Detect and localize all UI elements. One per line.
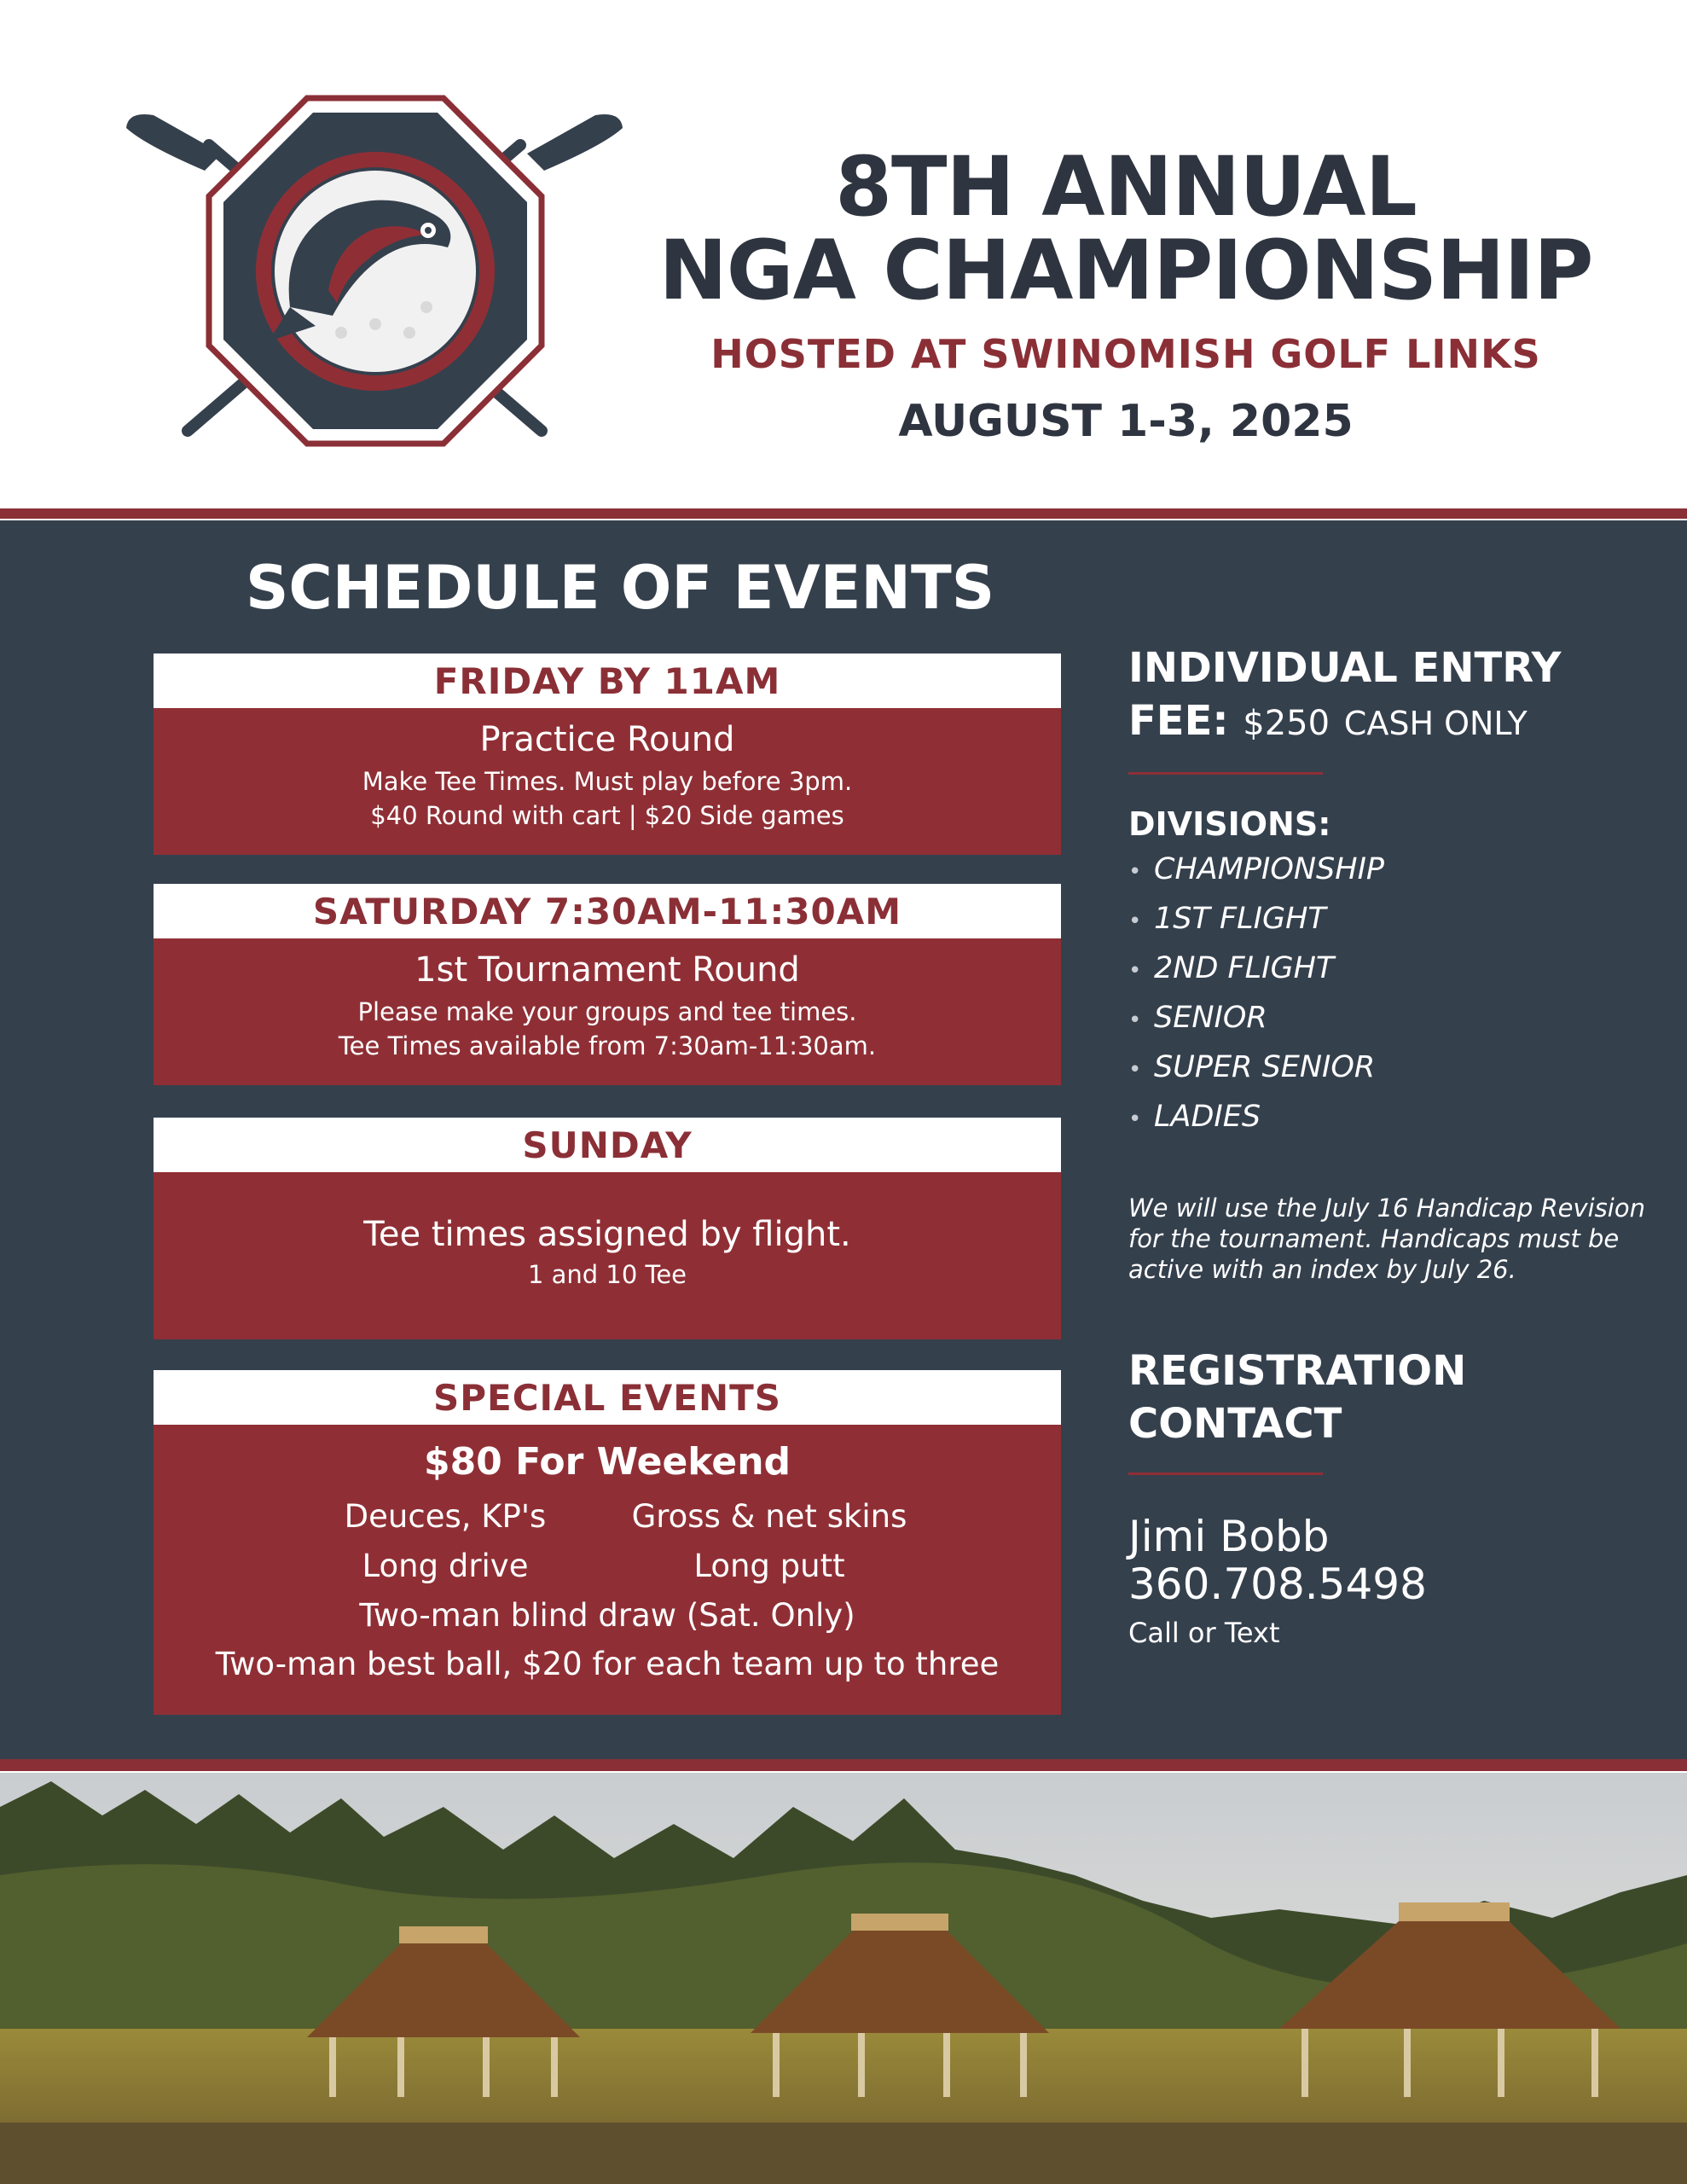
- handicap-note: We will use the July 16 Handicap Revision for the tournament. Handicaps must be active with an index by July 26.: [1128, 1194, 1645, 1284]
- registration-heading-2: CONTACT: [1128, 1400, 1342, 1448]
- division-item: • 1ST FLIGHT: [1128, 902, 1326, 936]
- entry-fee-block: [1128, 642, 1561, 775]
- entry-divider: [1128, 772, 1323, 775]
- entry-fee-note: CASH ONLY: [1343, 705, 1528, 742]
- event-friday-line2: $40 Round with cart | $20 Side games: [370, 801, 844, 830]
- special-item: Long drive: [362, 1548, 529, 1584]
- contact-name: Jimi Bobb: [1128, 1512, 1330, 1561]
- event-sunday-line1: 1 and 10 Tee: [527, 1260, 687, 1289]
- title-line-2: NGA CHAMPIONSHIP: [658, 223, 1593, 318]
- bottom-stripe: [0, 1759, 1687, 1771]
- division-item: • LADIES: [1128, 1100, 1261, 1134]
- event-friday-line1: Make Tee Times. Must play before 3pm.: [362, 767, 853, 796]
- event-saturday-line2: Tee Times available from 7:30am-11:30am.: [338, 1031, 877, 1060]
- event-saturday-line1: Please make your groups and tee times.: [357, 997, 857, 1026]
- event-saturday-body: [154, 938, 1061, 1085]
- event-friday-name: Practice Round: [479, 720, 735, 759]
- event-dates: AUGUST 1-3, 2025: [898, 396, 1354, 447]
- event-special-name: $80 For Weekend: [423, 1440, 791, 1484]
- golf-salmon-logo-icon: [119, 94, 631, 461]
- divisions-label: DIVISIONS:: [1128, 805, 1331, 843]
- division-item: • 2ND FLIGHT: [1128, 951, 1335, 985]
- event-saturday-heading: SATURDAY 7:30AM-11:30AM: [154, 884, 1061, 938]
- special-item: Long putt: [693, 1548, 845, 1584]
- entry-fee-label: FEE:: [1128, 697, 1229, 745]
- division-item: • SUPER SENIOR: [1128, 1050, 1376, 1084]
- header: [0, 0, 1687, 508]
- event-friday: [154, 653, 1061, 855]
- contact-phone[interactable]: 360.708.5498: [1128, 1560, 1427, 1609]
- registration-heading-1: REGISTRATION: [1128, 1347, 1467, 1395]
- event-special-heading: SPECIAL EVENTS: [154, 1370, 1061, 1425]
- entry-heading: INDIVIDUAL ENTRY: [1128, 644, 1562, 692]
- top-stripe: [0, 508, 1687, 519]
- entry-fee-line: [1128, 694, 1561, 750]
- event-friday-heading: FRIDAY BY 11AM: [154, 653, 1061, 708]
- entry-fee-value: $250: [1243, 704, 1330, 743]
- course-photo-illustration: [0, 1773, 1687, 2184]
- event-special: [154, 1370, 1061, 1715]
- divisions-list: [1128, 846, 1649, 1143]
- event-sunday-heading: SUNDAY: [154, 1118, 1061, 1172]
- event-friday-body: [154, 708, 1061, 855]
- division-item: • CHAMPIONSHIP: [1128, 852, 1385, 886]
- title-block: [597, 139, 1655, 447]
- special-line1: Two-man blind draw (Sat. Only): [359, 1597, 855, 1634]
- event-sunday-name: Tee times assigned by flight.: [363, 1215, 851, 1254]
- registration-block: [1128, 1345, 1466, 1649]
- schedule-title: SCHEDULE OF EVENTS: [246, 553, 995, 623]
- event-saturday-name: 1st Tournament Round: [415, 950, 800, 990]
- special-line2: Two-man best ball, $20 for each team up to three: [215, 1646, 1000, 1682]
- special-items: [283, 1492, 931, 1591]
- special-item: Deuces, KP's: [344, 1498, 547, 1535]
- contact-note: Call or Text: [1128, 1617, 1280, 1649]
- event-sunday: [154, 1118, 1061, 1339]
- subtitle: HOSTED AT SWINOMISH GOLF LINKS: [710, 331, 1541, 377]
- divisions-block: [1128, 805, 1649, 1285]
- event-sunday-body: [154, 1172, 1061, 1339]
- golf-course-photo: [0, 1773, 1687, 2184]
- title-line-1: 8TH ANNUAL: [835, 139, 1417, 235]
- event-special-body: [154, 1425, 1061, 1715]
- special-item: Gross & net skins: [631, 1498, 907, 1535]
- division-item: • SENIOR: [1128, 1001, 1267, 1035]
- registration-divider: [1128, 1472, 1323, 1475]
- event-saturday: [154, 884, 1061, 1085]
